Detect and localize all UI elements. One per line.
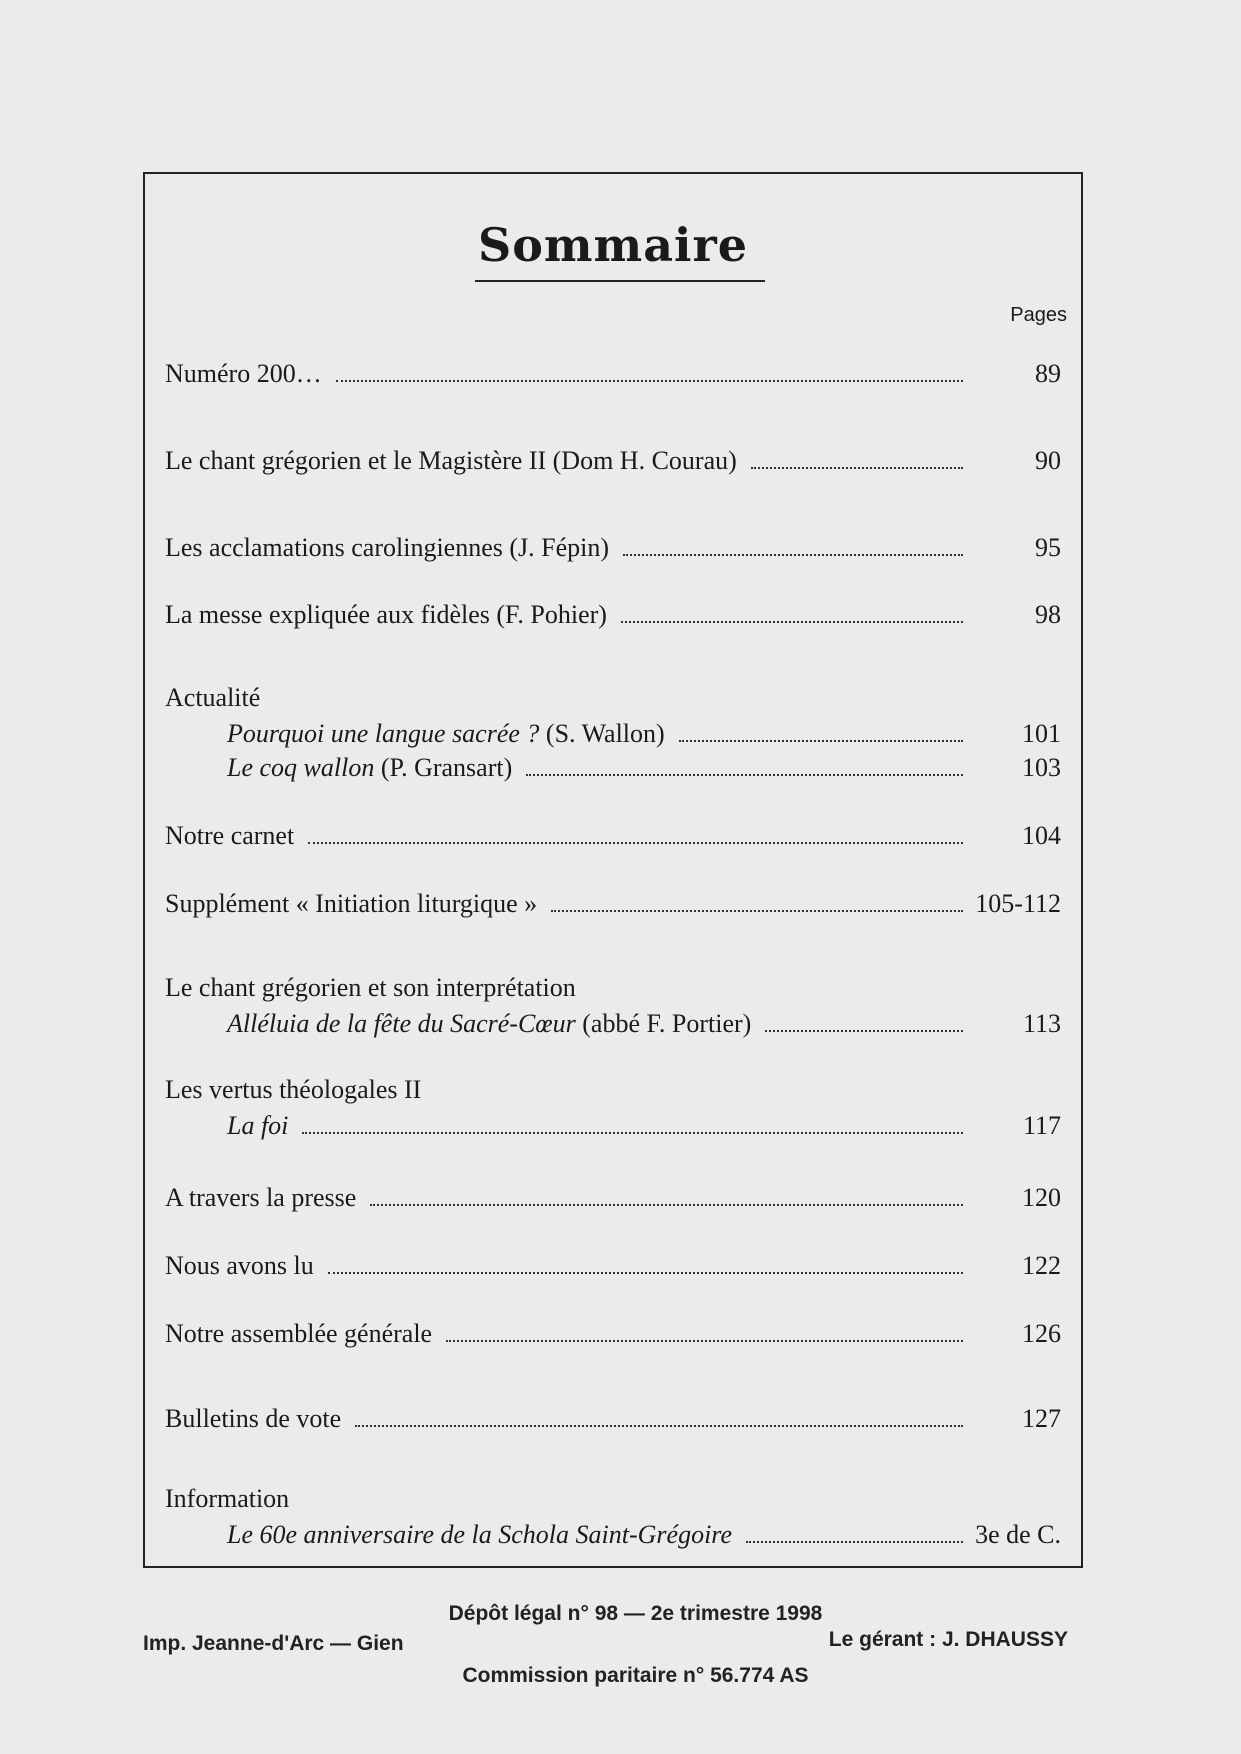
dot-leader (751, 467, 963, 469)
dot-leader (328, 1272, 963, 1274)
toc-entry-page: 117 (1022, 1111, 1061, 1140)
toc-entry-page: 103 (1022, 753, 1061, 782)
page-title: Sommaire (477, 218, 749, 272)
toc-entry-label: Bulletins de vote (165, 1404, 342, 1433)
manager-credit: Le gérant : J. DHAUSSY (828, 1628, 1068, 1651)
dot-leader (621, 621, 963, 623)
commission-number: Commission paritaire n° 56.774 AS (462, 1664, 809, 1687)
toc-entry (145, 531, 1081, 565)
dot-leader (355, 1425, 963, 1427)
toc-entry-label: Le chant grégorien et le Magistère II (Dom H. Courau) (165, 446, 737, 475)
toc-section-heading (145, 1073, 1081, 1107)
toc-entry-label: Supplément « Initiation liturgique » (165, 889, 538, 918)
toc-subentry-label (227, 1007, 751, 1041)
dot-leader (370, 1204, 963, 1206)
dot-leader (623, 554, 963, 556)
toc-entry-page: 113 (1022, 1009, 1061, 1038)
toc-entry-page: 104 (1022, 821, 1061, 850)
toc-entry-page: 3e de C. (975, 1520, 1061, 1549)
toc-entry (145, 598, 1081, 632)
title-underline (475, 280, 765, 282)
printer-credit: Imp. Jeanne-d'Arc — Gien (143, 1632, 404, 1655)
subentry-title: La foi (227, 1111, 289, 1140)
toc-entry-page: 105-112 (975, 889, 1061, 918)
dot-leader (551, 910, 963, 912)
toc-entry-page: 101 (1022, 719, 1061, 748)
toc-subentry (145, 717, 1081, 751)
toc-entry-page: 127 (1022, 1404, 1061, 1433)
toc-entry (145, 1317, 1081, 1351)
toc-entry-page: 95 (1035, 533, 1061, 562)
dot-leader (746, 1541, 963, 1543)
toc-entry-label: Notre assemblée générale (165, 1319, 433, 1348)
toc-section-heading (145, 1482, 1081, 1516)
subentry-title: Le coq wallon (227, 753, 375, 782)
toc-subentry (145, 751, 1081, 785)
toc-entry (145, 1181, 1081, 1215)
toc-entry-page: 122 (1022, 1251, 1061, 1280)
toc-section-heading (145, 681, 1081, 715)
toc-entry-page: 126 (1022, 1319, 1061, 1348)
dot-leader (526, 774, 963, 776)
toc-section-label: Information (165, 1484, 290, 1513)
subentry-title: Pourquoi une langue sacrée ? (227, 719, 540, 748)
subentry-author: (S. Wallon) (545, 719, 665, 748)
subentry-author: (P. Gransart) (380, 753, 513, 782)
toc-entry-page: 98 (1035, 600, 1061, 629)
toc-section-heading (145, 971, 1081, 1005)
toc-section-label: Le chant grégorien et son interprétation (165, 973, 576, 1002)
dot-leader (765, 1030, 963, 1032)
table-of-contents (143, 172, 1083, 1568)
toc-entry-page: 89 (1035, 359, 1061, 388)
toc-entry (145, 444, 1081, 478)
toc-subentry (145, 1518, 1081, 1552)
toc-subentry (145, 1109, 1081, 1143)
dot-leader (446, 1340, 963, 1342)
legal-deposit: Dépôt légal n° 98 — 2e trimestre 1998 (448, 1602, 823, 1625)
toc-entry-label: La messe expliquée aux fidèles (F. Pohier) (165, 600, 607, 629)
subentry-title: Alléluia de la fête du Sacré-Cœur (227, 1009, 576, 1038)
subentry-title: Le 60e anniversaire de la Schola Saint-Grégoire (227, 1520, 732, 1549)
toc-entry (145, 357, 1081, 391)
dot-leader (679, 740, 963, 742)
toc-entry-label: Notre carnet (165, 821, 295, 850)
dot-leader (336, 380, 963, 382)
toc-entry (145, 819, 1081, 853)
subentry-author: (abbé F. Portier) (582, 1009, 752, 1038)
toc-entry (145, 1249, 1081, 1283)
toc-subentry (145, 1007, 1081, 1041)
toc-section-label: Actualité (165, 683, 261, 712)
dot-leader (308, 842, 963, 844)
toc-entry (145, 887, 1081, 921)
dot-leader (302, 1132, 963, 1134)
pages-column-heading: Pages (1010, 304, 1067, 326)
toc-entry-label: Numéro 200… (165, 359, 322, 388)
toc-entry-label: A travers la presse (165, 1183, 357, 1212)
toc-entry (145, 1402, 1081, 1436)
toc-subentry-label (227, 717, 665, 751)
toc-subentry-label (227, 751, 512, 785)
toc-entry-page: 90 (1035, 446, 1061, 475)
toc-section-label: Les vertus théologales II (165, 1075, 422, 1104)
toc-entry-page: 120 (1022, 1183, 1061, 1212)
toc-entry-label: Nous avons lu (165, 1251, 314, 1280)
toc-subentry-label (227, 1518, 732, 1552)
toc-entry-label: Les acclamations carolingiennes (J. Fépin) (165, 533, 610, 562)
toc-subentry-label (227, 1109, 288, 1143)
